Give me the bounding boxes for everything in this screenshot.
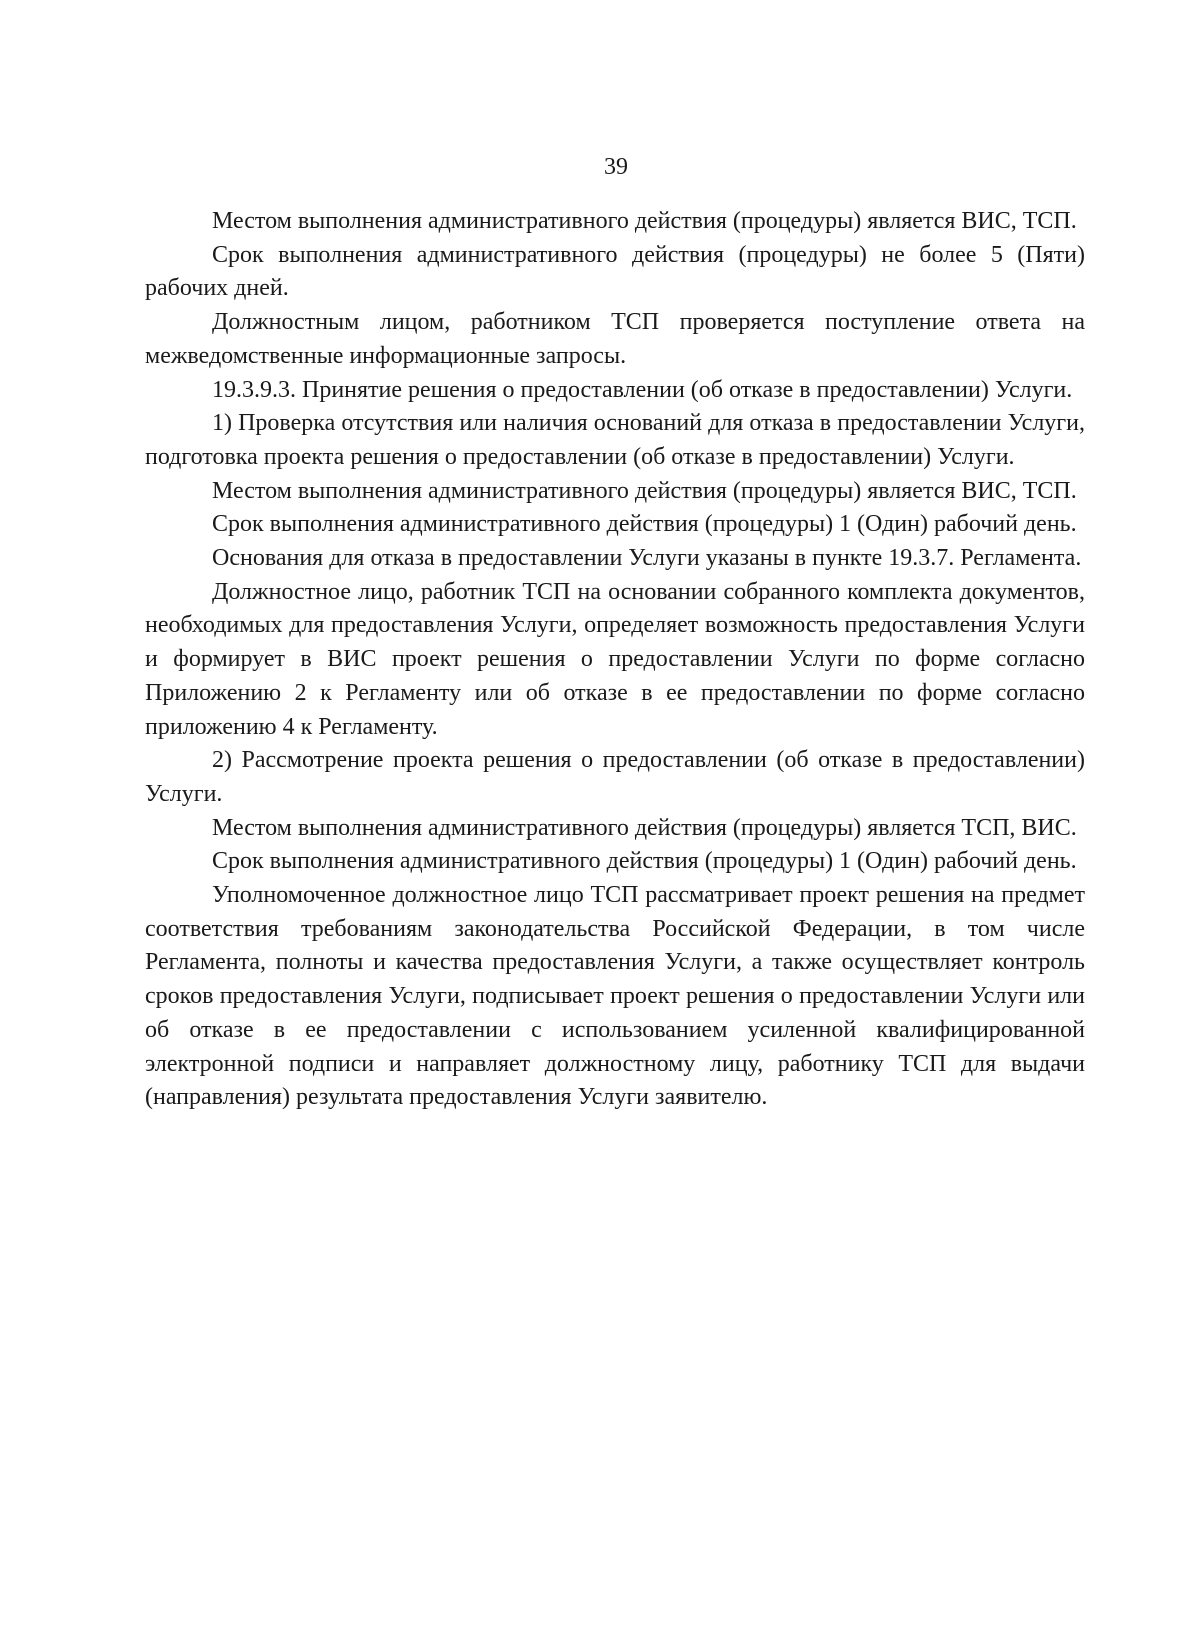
paragraph-term-3: Срок выполнения административного действия (процедуры) 1 (Один) рабочий день. — [212, 848, 1077, 875]
paragraph-term-2: Срок выполнения административного действия (процедуры) 1 (Один) рабочий день. — [212, 511, 1077, 538]
paragraph-place-3: Местом выполнения административного действия (процедуры) является ТСП, ВИС. — [212, 814, 1077, 841]
paragraph-step-2: 2) Рассмотрение проекта решения о предоставлении (об отказе в предоставлении) Услуги. — [145, 747, 1085, 807]
paragraph-term-1: Срок выполнения административного действия (процедуры) не более 5 (Пяти) рабочих дней. — [145, 241, 1085, 302]
paragraph-authorized-review: Уполномоченное должностное лицо ТСП рассматривает проект решения на предмет соответствия требованиям законодательства Российской Федерации, в том числе Регламента, полноты и качества предоставления Услуги, а также осуществляет контроль сроков предоставления Услуги, подписывает проект решения о предоставлении Услуги или об отказе в ее предоставлении с использованием усиленной квалифицированной электронной подписи и направляет должностному лицу, работнику ТСП для выдачи (направления) результата предоставления Услуги заявителю. — [145, 882, 1085, 1111]
paragraph-official-check: Должностным лицом, работником ТСП проверяется поступление ответа на межведомственные информационные запросы. — [145, 309, 1085, 369]
paragraph-grounds: Основания для отказа в предоставлении Услуги указаны в пункте 19.3.7. Регламента. — [212, 545, 1082, 572]
document-body — [145, 205, 1085, 1115]
paragraph-place-1: Местом выполнения административного действия (процедуры) является ВИС, ТСП. — [212, 208, 1077, 234]
page-number: 39 — [604, 154, 628, 180]
paragraph-section-heading: 19.3.9.3. Принятие решения о предоставлении (об отказе в предоставлении) Услуги. — [212, 376, 1073, 403]
paragraph-official-decision: Должностное лицо, работник ТСП на основании собранного комплекта документов, необходимых для предоставления Услуги, определяет возможность предоставления Услуги и формирует в ВИС проект решения о предоставлении Услуги по форме согласно Приложению 2 к Регламенту или об отказе в ее предоставлении по форме согласно приложению 4 к Регламенту. — [145, 578, 1085, 740]
paragraph-place-2: Местом выполнения административного действия (процедуры) является ВИС, ТСП. — [212, 477, 1077, 504]
paragraph-step-1: 1) Проверка отсутствия или наличия оснований для отказа в предоставлении Услуги, подготовка проекта решения о предоставлении (об отказе в предоставлении) Услуги. — [145, 410, 1085, 470]
